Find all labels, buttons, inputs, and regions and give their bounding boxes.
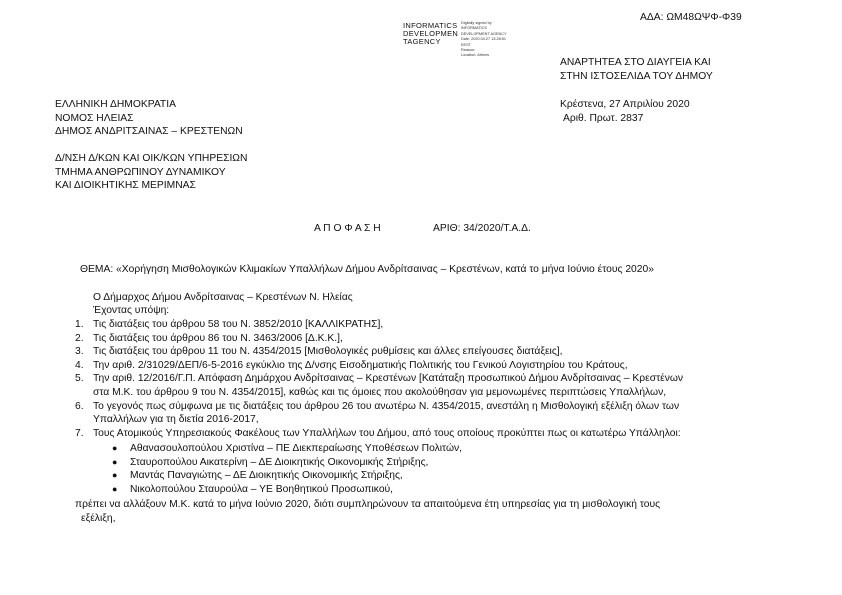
subject-line: ΘΕΜΑ: «Χορήγηση Μισθολογικών Κλιμακίων Υπαλλήλων Δήμου Ανδρίτσαινας – Κρεστένων, κατά το μήνα Ιούνιο έτους 2020» — [80, 264, 654, 275]
bullet-icon: ● — [112, 443, 118, 453]
signature-details — [461, 21, 507, 59]
publish-note-line: ΑΝΑΡΤΗΤΕΑ ΣΤΟ ΔΙΑΥΓΕΙΑ ΚΑΙ — [560, 57, 711, 68]
sig-line: Digitally signed by — [461, 21, 492, 25]
publish-note-line: ΣΤΗΝ ΙΣΤΟΣΕΛΙΔΑ ΤΟΥ ΔΗΜΟΥ — [560, 70, 713, 82]
publish-note — [560, 56, 713, 83]
employee-item: ● Νικολοπούλου Σταυρούλα – ΥΕ Βοηθητικού Προσωπικού, — [112, 483, 394, 495]
decision-title: Α Π Ο Φ Α Σ Η — [314, 223, 381, 234]
sig-line: DEVELOPMENT AGENCY — [461, 31, 507, 36]
list-item: 3. Τις διατάξεις του άρθρου 11 του Ν. 4354/2015 [Μισθολογικές ρυθμίσεις και άλλες επείγουσες διατάξεις], — [75, 346, 563, 358]
stamp-line: INFORMATICS — [403, 21, 458, 30]
stamp-line: TAGENCY — [403, 37, 441, 47]
sig-line: EEST — [461, 42, 471, 47]
ada-code: ΑΔΑ: ΩΜ48ΩΨΦ-Φ39 — [640, 12, 742, 23]
authority-line: ΕΛΛΗΝΙΚΗ ΔΗΜΟΚΡΑΤΙΑ — [55, 99, 176, 110]
bullet-icon: ● — [112, 483, 118, 494]
place-date: Κρέστενα, 27 Απριλίου 2020 — [560, 99, 690, 110]
employees-list — [112, 442, 462, 496]
sig-line: Date: 2020.04.27 13:28:51 — [461, 37, 506, 42]
authority-header — [55, 98, 243, 139]
employee-item: ● Αθανασουλοπούλου Χριστίνα – ΠΕ Διεκπεραίωσης Υποθέσεων Πολιτών, — [112, 443, 463, 454]
employee-item: ● Μαντάς Παναγιώτης – ΔΕ Διοικητικής Οικονομικής Στήριξης, — [112, 470, 403, 482]
department-line: ΤΜΗΜΑ ΑΝΘΡΩΠΙΝΟΥ ΔΥΝΑΜΙΚΟΥ — [55, 166, 226, 178]
authority-line: ΔΗΜΟΣ ΑΝΔΡΙΤΣΑΙΝΑΣ – ΚΡΕΣΤΕΝΩΝ — [55, 126, 243, 138]
sig-line: Location: Athens — [461, 53, 490, 58]
department-header — [55, 152, 247, 193]
list-item: 2. Τις διατάξεις του άρθρου 86 του Ν. 3463/2006 [Δ.Κ.Κ.], — [75, 332, 343, 344]
bullet-icon: ● — [112, 470, 118, 481]
list-item: 4. Την αριθ. 2/31029/ΔΕΠ/6-5-2016 εγκύκλιο της Δ/νσης Εισοδηματικής Πολιτικής του Γενικού Λογιστηρίου του Κράτους, — [75, 359, 628, 371]
considerations-list — [75, 318, 683, 440]
having-considered: Έχοντας υπόψη: — [93, 305, 170, 316]
sig-line: Reason: — [461, 48, 476, 53]
bullet-icon: ● — [112, 456, 118, 467]
signature-stamp — [403, 22, 458, 47]
authority-line: ΝΟΜΟΣ ΗΛΕΙΑΣ — [55, 112, 134, 124]
sig-line: INFORMATICS — [461, 26, 487, 31]
department-line: Δ/ΝΣΗ Δ/ΚΩΝ ΚΑΙ ΟΙΚ/ΚΩΝ ΥΠΗΡΕΣΙΩΝ — [55, 153, 248, 164]
list-item: 5. Την αριθ. 12/2016/Γ.Π. Απόφαση Δημάρχου Ανδρίτσαινας – Κρεστένων [Κατάταξη προσωπικού Δήμου Ανδρίτσαινας – Κρεστένων στα Μ.Κ. του άρθρου 9 του Ν. 4354/2015], καθώς και τις όμοιες που ακολούθησαν για μεμονωμένες περιπτώσεις Υπαλλήλων, — [75, 373, 684, 398]
employee-item: ● Σταυροπούλου Αικατερίνη – ΔΕ Διοικητικής Οικονομικής Στήριξης, — [112, 456, 429, 468]
list-item: 6. Το γεγονός πως σύμφωνα με τις διατάξεις του άρθρου 26 του ανωτέρω Ν. 4354/2015, ανεστάλη η Μισθολογική εξέλιξη όλων των Υπαλλήλων για τη διετία 2016-2017, — [75, 400, 680, 426]
closing-paragraph — [75, 498, 660, 525]
list-item: 1. Τις διατάξεις του άρθρου 58 του Ν. 3852/2010 [ΚΑΛΛΙΚΡΑΤΗΣ], — [75, 319, 384, 330]
list-item: 7. Τους Ατομικούς Υπηρεσιακούς Φακέλους των Υπαλλήλων του Δήμου, από τους οποίους προκύπτει πως οι κατωτέρω Υπάλληλοι: — [75, 427, 681, 439]
mayor-line: Ο Δήμαρχος Δήμου Ανδρίτσαινας – Κρεστένων Ν. Ηλείας — [93, 292, 353, 303]
department-line: ΚΑΙ ΔΙΟΙΚΗΤΙΚΗΣ ΜΕΡΙΜΝΑΣ — [55, 180, 196, 192]
protocol-number: Αριθ. Πρωτ. 2837 — [563, 113, 644, 124]
stamp-line: DEVELOPMEN — [403, 29, 459, 39]
closing-line: εξέλιξη, — [81, 512, 116, 524]
closing-line: πρέπει να αλλάξουν Μ.Κ. κατά το μήνα Ιούνιο 2020, διότι συμπληρώνουν τα απαιτούμενα έτη υπηρεσίας για τη μισθολογική τους — [75, 499, 661, 510]
decision-number: ΑΡΙΘ: 34/2020/Τ.Α.Δ. — [433, 223, 531, 234]
